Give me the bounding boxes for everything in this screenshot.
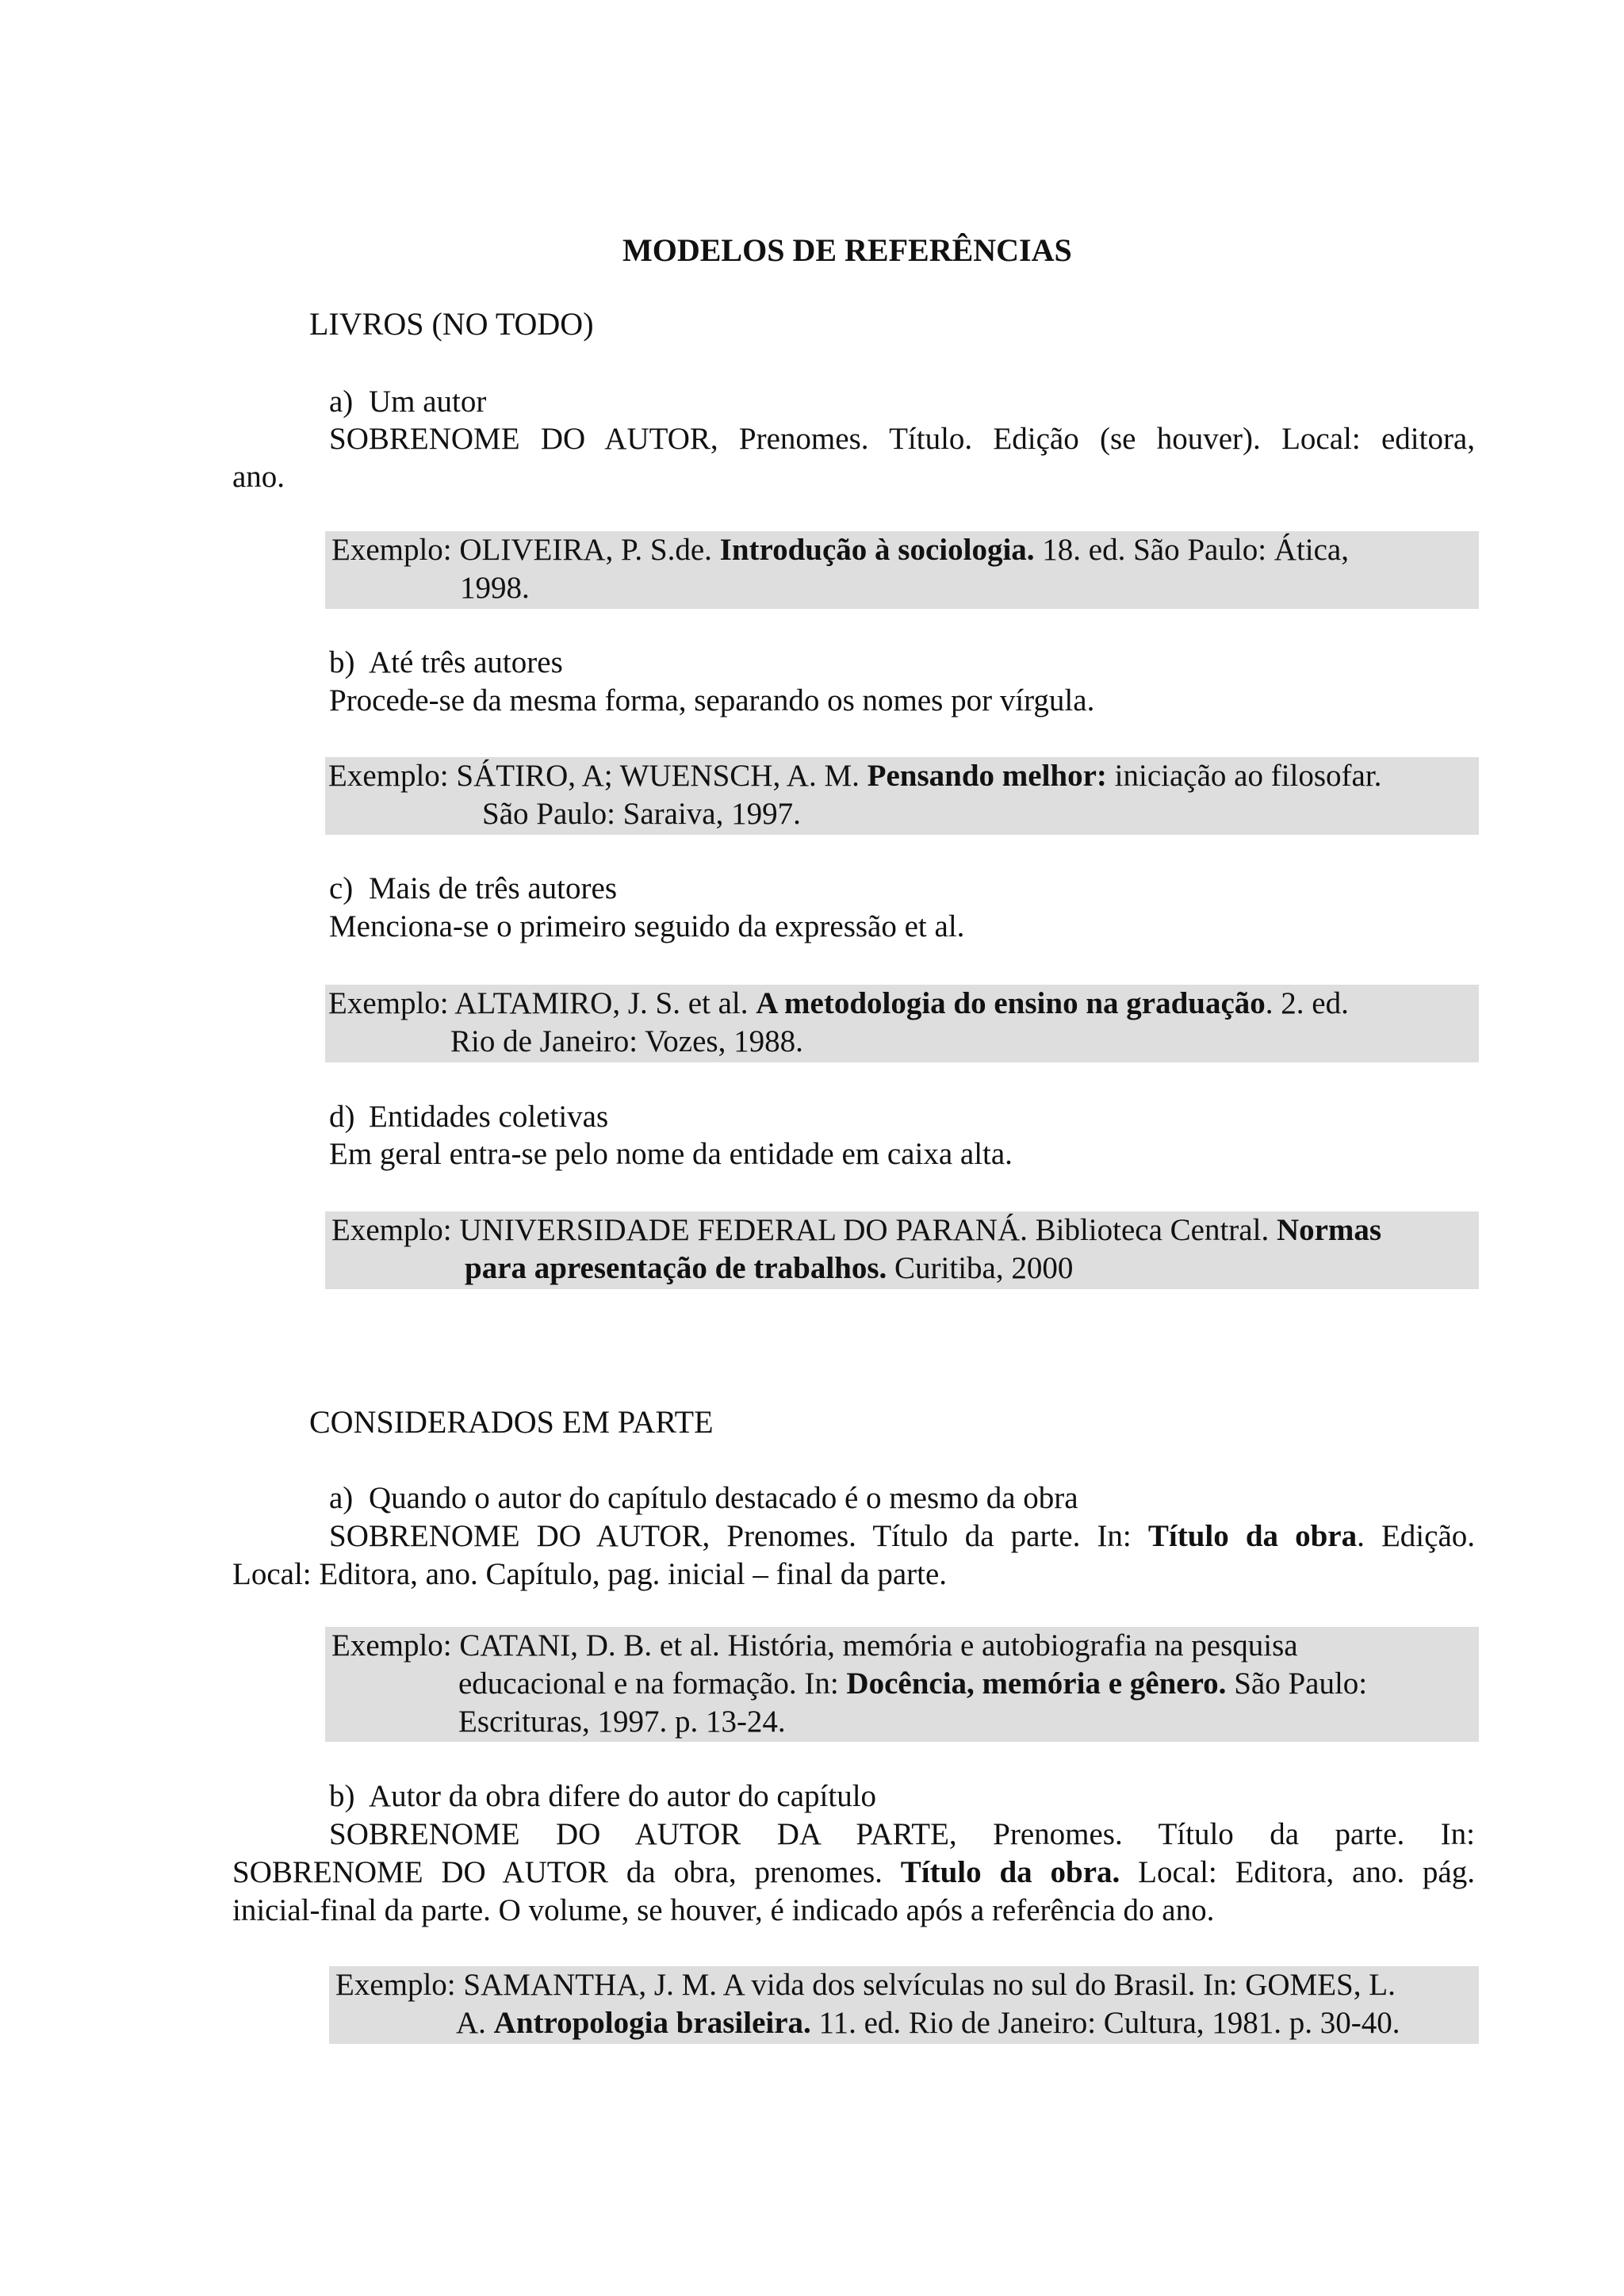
rule-text: inicial-final da parte. O volume, se houver, é indicado após a referência do ano. [232,1893,1215,1927]
item-title: Até três autores [369,645,563,679]
example-line: Escrituras, 1997. p. 13-24. [458,1705,786,1739]
section-heading-considerados: CONSIDERADOS EM PARTE [309,1404,714,1440]
example-box [325,531,1479,609]
item-title: Entidades coletivas [369,1100,609,1134]
item-title: Autor da obra difere do autor do capítulo [369,1779,877,1813]
item-label: a) [329,385,354,419]
rule-text: SOBRENOME DO AUTOR da obra, prenomes. Título da obra. Local: Editora, ano. pág. [232,1855,1475,1889]
example-line: Exemplo: SAMANTHA, J. M. A vida dos selvículas no sul do Brasil. In: GOMES, L. [335,1968,1396,2002]
rule-text: Menciona-se o primeiro seguido da expressão et al. [329,909,965,943]
example-line: Exemplo: ALTAMIRO, J. S. et al. A metodologia do ensino na graduação. 2. ed. [328,986,1349,1020]
section-heading-livros: LIVROS (NO TODO) [309,306,594,342]
example-box [325,757,1479,835]
example-box [329,1966,1479,2044]
item-title: Um autor [369,385,487,419]
example-box [325,985,1479,1062]
page-title: MODELOS DE REFERÊNCIAS [622,232,1072,268]
example-line: educacional e na formação. In: Docência, memória e gênero. São Paulo: [458,1667,1368,1701]
item-label: a) [329,1481,354,1515]
item-label: b) [329,1779,355,1813]
item-label: c) [329,871,354,905]
rule-text: SOBRENOME DO AUTOR, Prenomes. Título da parte. In: Título da obra. Edição. [329,1519,1475,1553]
rule-text: Em geral entra-se pelo nome da entidade em caixa alta. [329,1137,1013,1171]
example-line: Exemplo: OLIVEIRA, P. S.de. Introdução à sociologia. 18. ed. São Paulo: Ática, [331,533,1349,567]
example-line: A. Antropologia brasileira. 11. ed. Rio de Janeiro: Cultura, 1981. p. 30-40. [456,2006,1400,2040]
rule-text: Procede-se da mesma forma, separando os nomes por vírgula. [329,683,1095,718]
example-line: Exemplo: SÁTIRO, A; WUENSCH, A. M. Pensando melhor: iniciação ao filosofar. [328,759,1382,793]
item-label: b) [329,645,355,679]
rule-text: SOBRENOME DO AUTOR, Prenomes. Título. Edição (se houver). Local: editora, [329,422,1475,456]
item-title: Quando o autor do capítulo destacado é o mesmo da obra [369,1481,1078,1515]
example-box [325,1627,1479,1742]
example-line: Exemplo: UNIVERSIDADE FEDERAL DO PARANÁ. Biblioteca Central. Normas [331,1213,1382,1247]
item-title: Mais de três autores [369,871,617,905]
example-line: São Paulo: Saraiva, 1997. [482,797,801,831]
item-label: d) [329,1100,355,1134]
rule-text: Local: Editora, ano. Capítulo, pag. inicial – final da parte. [232,1557,948,1591]
example-line: 1998. [460,571,530,605]
example-line: Rio de Janeiro: Vozes, 1988. [450,1024,803,1058]
rule-text: ano. [232,460,285,494]
example-line: para apresentação de trabalhos. Curitiba, 2000 [465,1251,1074,1285]
example-line: Exemplo: CATANI, D. B. et al. História, memória e autobiografia na pesquisa [331,1628,1298,1663]
rule-text: SOBRENOME DO AUTOR DA PARTE, Prenomes. Título da parte. In: [329,1817,1475,1851]
example-box [325,1211,1479,1289]
